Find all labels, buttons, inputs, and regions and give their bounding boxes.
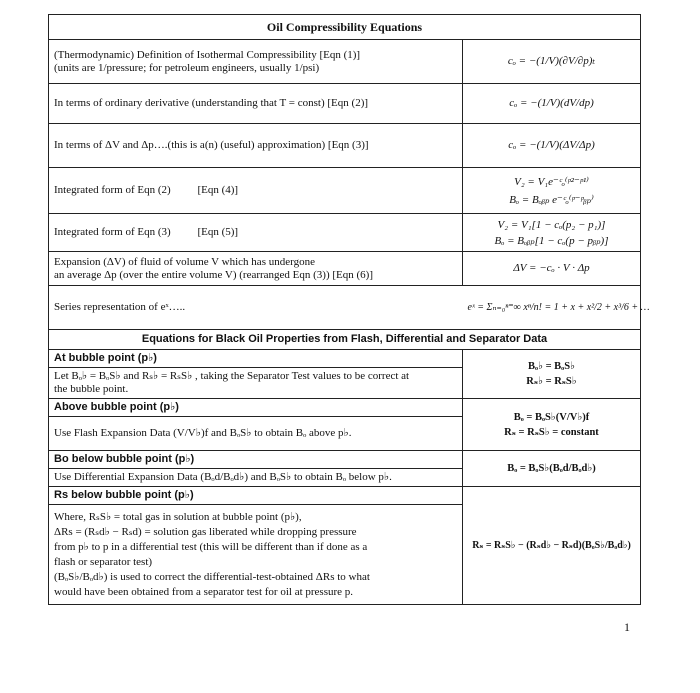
block-text: Use Differential Expansion Data (Bₒd/Bₒd♭) and BₒS♭ to obtain Bₒ below p♭. xyxy=(49,469,463,487)
text-line: (BₒS♭/Bₒd♭) is used to correct the differential-test-obtained ΔRs to what xyxy=(54,570,370,583)
equation: Bₒ = Bₒᵦₚ[1 − cₒ(p − pᵦₚ)] xyxy=(494,234,609,247)
row-desc xyxy=(49,252,463,286)
equation: Rₛ♭ = RₛS♭ xyxy=(526,376,577,387)
block-head-row xyxy=(49,451,641,469)
text-line: would have been obtained from a separator test for oil at pressure p. xyxy=(54,585,354,598)
block-text: Use Flash Expansion Data (V/V♭)f and BₒS♭ to obtain Bₒ above p♭. xyxy=(49,417,463,451)
document-page xyxy=(48,14,650,605)
page-number: 1 xyxy=(624,620,630,634)
block-heading: Bo below bubble point (p♭) xyxy=(49,451,463,469)
row-desc: Series representation of eˣ….. xyxy=(49,286,463,330)
row-eqn3 xyxy=(49,124,641,168)
text-line: Where, RₛS♭ = total gas in solution at bubble point (p♭), xyxy=(54,510,302,523)
equation: ΔV = −cₒ · V · Δp xyxy=(463,252,641,286)
eqn-note: [Eqn (4)] xyxy=(197,184,239,196)
equation-pair xyxy=(463,214,641,252)
title-row xyxy=(49,15,641,40)
equation: eˣ = Σₙ₌₀ⁿ⁼∞ xⁿ/n! = 1 + x + x²/2 + x³/6 + … xyxy=(463,286,641,330)
desc-line: Expansion (ΔV) of fluid of volume V which has undergone xyxy=(54,255,315,268)
block-heading: Above bubble point (p♭) xyxy=(49,399,463,417)
block-text xyxy=(49,368,463,399)
text-line: from p♭ to p in a differential test (this will be different than if done as a xyxy=(54,540,368,553)
block-text xyxy=(49,505,463,605)
block-head-row xyxy=(49,399,641,417)
equation: V₂ = V₁[1 − cₒ(p₂ − p₁)] xyxy=(497,218,606,231)
row-desc: In terms of ordinary derivative (understanding that T = const) [Eqn (2)] xyxy=(49,84,463,124)
row-series xyxy=(49,286,641,330)
block-equations xyxy=(463,399,641,451)
equation: Rₛ = RₛS♭ − (Rₛd♭ − Rₛd)(BₒS♭/Bₒd♭) xyxy=(472,540,631,551)
desc-text: Integrated form of Eqn (2) xyxy=(54,184,171,196)
equation: cₒ = −(1/V)(∂V/∂p)ₜ xyxy=(463,40,641,84)
row-eqn2 xyxy=(49,84,641,124)
equation: V₂ = V₁e⁻ᶜₒ⁽ᵖ²⁻ᵖ¹⁾ xyxy=(514,175,589,188)
text-line: ΔRs = (Rₛd♭ − Rₛd) = solution gas liberated while dropping pressure xyxy=(54,525,357,538)
equation: Bₒ♭ = BₒS♭ xyxy=(527,361,575,372)
block-head-row xyxy=(49,487,641,505)
text-line: the bubble point. xyxy=(54,383,129,395)
row-desc: In terms of ΔV and Δp….(this is a(n) (useful) approximation) [Eqn (3)] xyxy=(49,124,463,168)
section-title: Equations for Black Oil Properties from Flash, Differential and Separator Data xyxy=(49,330,641,350)
equations-table xyxy=(48,14,650,605)
row-eqn6 xyxy=(49,252,641,286)
equation: Bₒ = Bₒᵦₚ e⁻ᶜₒ⁽ᵖ⁻ᵖᵦₚ⁾ xyxy=(509,193,594,206)
eqn-note: [Eqn (5)] xyxy=(197,226,239,238)
row-eqn1 xyxy=(49,40,641,84)
block-equations xyxy=(463,350,641,399)
block-heading: Rs below bubble point (p♭) xyxy=(49,487,463,505)
equation: cₒ = −(1/V)(ΔV/Δp) xyxy=(463,124,641,168)
desc-text: Integrated form of Eqn (3) xyxy=(54,226,171,238)
equation: cₒ = −(1/V)(dV/dp) xyxy=(463,84,641,124)
row-eqn5 xyxy=(49,214,641,252)
block-heading: At bubble point (p♭) xyxy=(49,350,463,368)
desc-line: an average Δp (over the entire volume V) (rearranged Eqn (3)) [Eqn (6)] xyxy=(54,268,373,281)
table-title: Oil Compressibility Equations xyxy=(49,15,641,40)
block-equations xyxy=(463,451,641,487)
block-equations xyxy=(463,487,641,605)
row-eqn4 xyxy=(49,168,641,214)
desc-line: (Thermodynamic) Definition of Isothermal Compressibility [Eqn (1)] xyxy=(54,48,361,61)
row-desc xyxy=(49,214,463,252)
row-desc xyxy=(49,168,463,214)
desc-line: (units are 1/pressure; for petroleum engineers, usually 1/psi) xyxy=(54,61,320,74)
row-desc xyxy=(49,40,463,84)
equation: Bₒ = BₒS♭(V/V♭)f xyxy=(513,411,590,423)
section-row xyxy=(49,330,641,350)
text-line: Let Bₒ♭ = BₒS♭ and Rₛ♭ = RₛS♭ , taking the Separator Test values to be correct at xyxy=(54,370,410,382)
equation-pair xyxy=(463,168,641,214)
text-line: flash or separator test) xyxy=(54,555,153,568)
equation: Bₒ = BₒS♭(Bₒd/Bₒd♭) xyxy=(507,463,596,474)
equation: Rₛ = RₛS♭ = constant xyxy=(504,426,599,438)
block-head-row xyxy=(49,350,641,368)
